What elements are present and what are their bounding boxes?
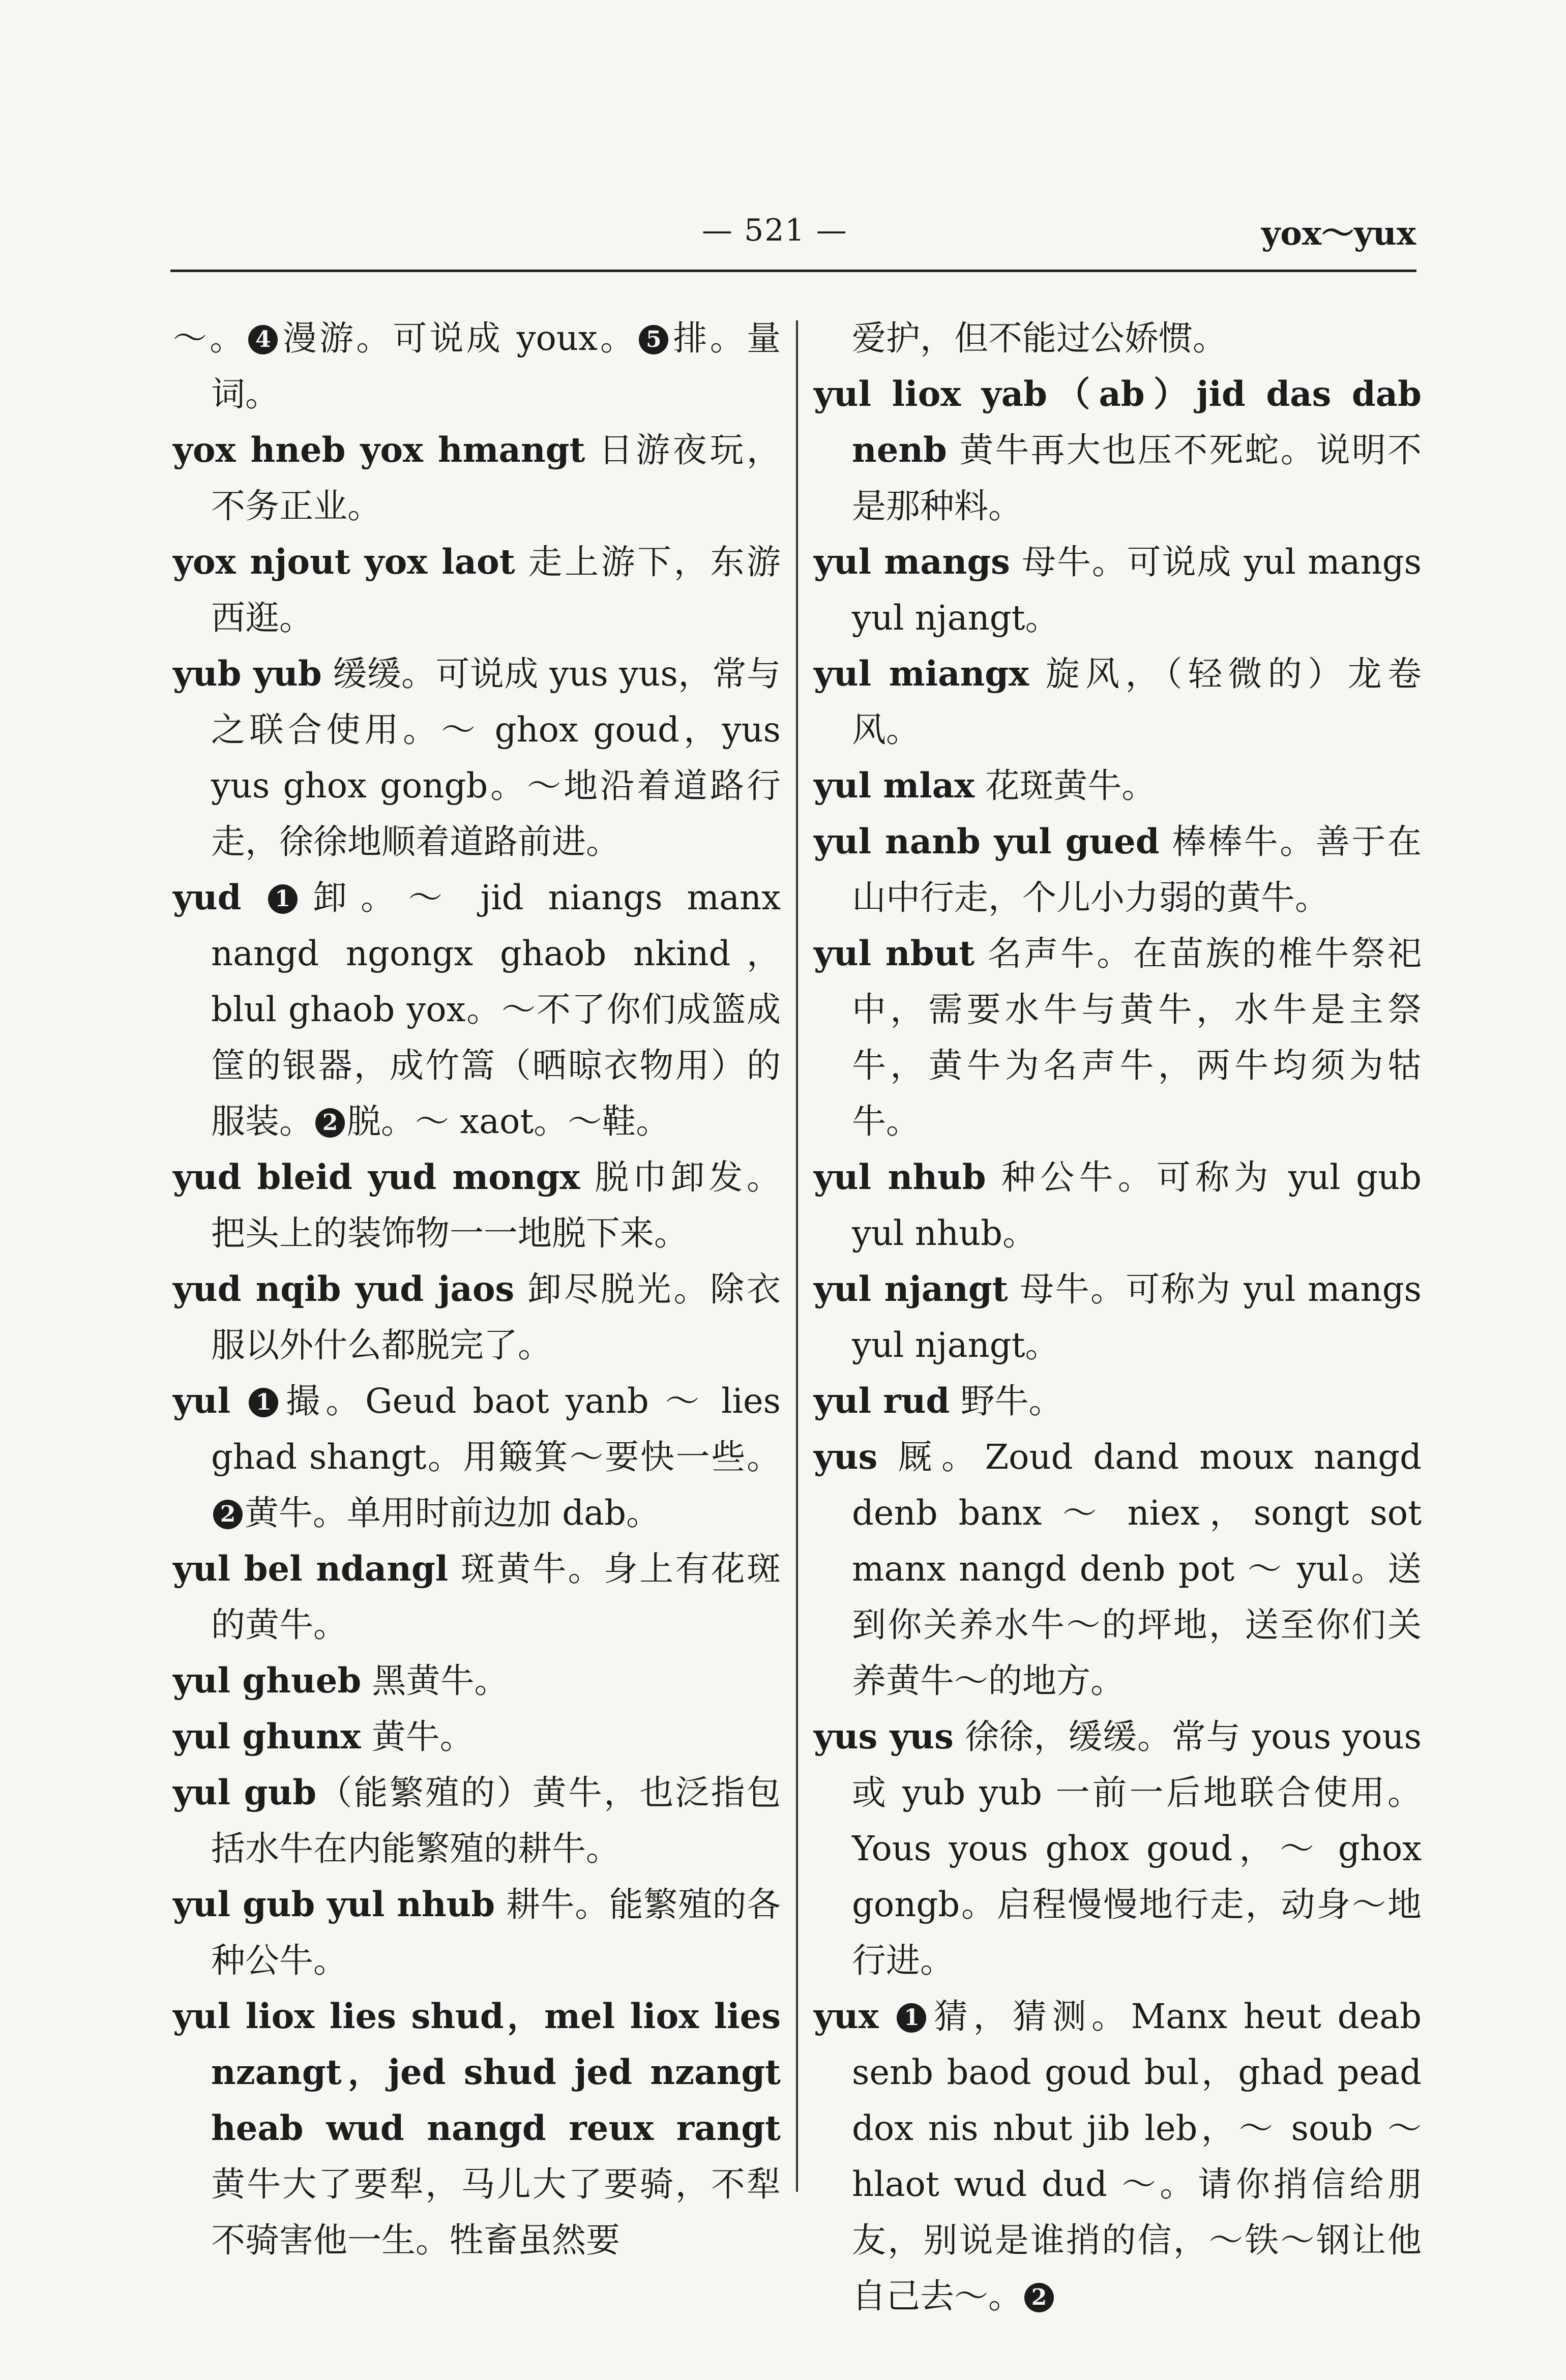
headword: yul gub yul nhub xyxy=(173,1884,495,1924)
dictionary-entry xyxy=(173,534,781,646)
definition: （能繁殖的）黄牛，也泛指包括水牛在内能繁殖的耕牛。 xyxy=(211,1773,781,1868)
dictionary-entry xyxy=(173,870,781,1149)
headword: yul ghunx xyxy=(173,1716,361,1757)
sense-number-marker: 5 xyxy=(639,325,668,354)
definition: 卸尽脱光。除衣服以外什么都脱完了。 xyxy=(211,1269,781,1365)
headword: yub yub xyxy=(173,653,322,694)
dictionary-entry xyxy=(173,1988,781,2268)
headword: yox hneb yox hmangt xyxy=(173,430,585,470)
dictionary-entry xyxy=(173,422,781,534)
headword: yul rud xyxy=(814,1381,950,1421)
definition: 漫游。可说成 youx。 xyxy=(280,318,637,358)
headword: yud nqib yud jaos xyxy=(173,1269,515,1309)
definition: 野牛。 xyxy=(950,1381,1063,1421)
definition: 名声牛。在苗族的椎牛祭祀中，需要水牛与黄牛，水牛是主祭牛，黄牛为名声牛，两牛均须为牯牛。 xyxy=(852,934,1422,1141)
definition: 旋风，（轻微的）龙卷风。 xyxy=(852,654,1422,750)
definition: 黄牛大了要犁，马儿大了要骑，不犁不骑害他一生。牲畜虽然要 xyxy=(211,2164,781,2260)
definition: 母牛。可称为 yul mangs yul njangt。 xyxy=(852,1269,1422,1365)
definition: 爱护，但不能过公娇惯。 xyxy=(852,318,1227,358)
dictionary-entry xyxy=(814,1261,1422,1373)
dictionary-entry xyxy=(814,366,1422,534)
dictionary-entry xyxy=(814,1149,1422,1261)
headword: yus xyxy=(814,1437,878,1477)
definition: 黄牛。单用时前边加 dab。 xyxy=(245,1493,661,1533)
headword: yul xyxy=(173,1381,231,1421)
dictionary-entry xyxy=(814,1429,1422,1709)
definition: 斑黄牛。身上有花斑的黄牛。 xyxy=(211,1549,781,1645)
header-rule xyxy=(170,270,1416,272)
definition: 猜，猜测。Manx heut deab senb baod goud bul，ghad pead dox nis nbut jib leb，～ soub ～ hlaot wud dud ～。请你捎信给朋友，别说是谁捎的信，～铁～钢让他自己去～。 xyxy=(852,1997,1422,2316)
definition: 黄牛再大也压不死蛇。说明不是那种料。 xyxy=(852,430,1422,526)
dictionary-entry-continued xyxy=(814,310,1422,366)
sense-number-marker: 1 xyxy=(268,884,298,914)
dictionary-entry xyxy=(173,310,781,422)
definition: 黄牛。 xyxy=(361,1717,474,1757)
headword: yul mangs xyxy=(814,542,1010,582)
sense-number-marker: 2 xyxy=(315,1108,345,1138)
headword: yul miangx xyxy=(814,653,1029,694)
dictionary-entry xyxy=(814,534,1422,646)
sense-number-marker: 2 xyxy=(1024,2283,1054,2312)
headword: yux xyxy=(814,1996,879,2036)
column-divider xyxy=(796,320,798,2192)
definition: 棒棒牛。善于在山中行走，个儿小力弱的黄牛。 xyxy=(852,822,1422,917)
headword: yud xyxy=(173,877,242,917)
sense-number-marker: 1 xyxy=(897,2003,926,2033)
page-number: — 521 — xyxy=(702,213,848,248)
dictionary-entry xyxy=(173,1653,781,1709)
dictionary-entry xyxy=(814,646,1422,758)
headword: yul bel ndangl xyxy=(173,1549,449,1589)
dictionary-entry xyxy=(814,926,1422,1149)
headword: yul ghueb xyxy=(173,1660,362,1701)
sense-number-marker: 2 xyxy=(213,1500,243,1529)
right-column xyxy=(814,310,1422,2324)
dictionary-entry xyxy=(814,1709,1422,1988)
dictionary-entry xyxy=(173,1877,781,1988)
definition: 排。量词。 xyxy=(211,318,781,414)
definition: 撮。Geud baot yanb ～ lies ghad shangt。用簸箕～要快一些。 xyxy=(211,1381,781,1477)
dictionary-entry xyxy=(173,646,781,870)
headword: yus yus xyxy=(814,1716,954,1757)
definition: 走上游下，东游西逛。 xyxy=(211,542,781,638)
definition: 脱。～ xaot。～鞋。 xyxy=(347,1102,670,1141)
dictionary-entry xyxy=(173,1709,781,1765)
running-head: yox～yux xyxy=(1261,215,1416,253)
sense-number-marker: 1 xyxy=(249,1388,278,1417)
definition: 日游夜玩，不务正业。 xyxy=(211,430,781,526)
headword: yud bleid yud mongx xyxy=(173,1157,580,1197)
dictionary-entry xyxy=(173,1261,781,1373)
headword: yul mlax xyxy=(814,765,975,806)
headword: yul liox lies shud，mel liox lies nzangt，jed shud jed nzangt heab wud nangd reux rangt xyxy=(173,1996,781,2148)
dictionary-entry xyxy=(814,814,1422,926)
headword: yox njout yox laot xyxy=(173,542,515,582)
headword: yul njangt xyxy=(814,1269,1008,1309)
dictionary-entry xyxy=(173,1373,781,1541)
definition: 徐徐，缓缓。常与 yous yous 或 yub yub 一前一后地联合使用。Yous yous ghox goud，～ ghox gongb。启程慢慢地行走，动身～地行进。 xyxy=(852,1717,1422,1980)
headword: yul nbut xyxy=(814,933,975,973)
left-column xyxy=(173,310,781,2268)
headword: yul nanb yul gued xyxy=(814,821,1160,861)
dictionary-entry xyxy=(173,1149,781,1261)
headword: yul nhub xyxy=(814,1157,986,1197)
sense-number-marker: 4 xyxy=(248,325,278,354)
definition: 种公牛。可称为 yul gub yul nhub。 xyxy=(852,1157,1422,1253)
definition: 母牛。可说成 yul mangs yul njangt。 xyxy=(852,542,1422,638)
dictionary-entry xyxy=(814,758,1422,814)
definition: ～。 xyxy=(173,318,247,358)
headword: yul liox yab（ab）jid das dab nenb xyxy=(814,374,1422,470)
definition: 耕牛。能繁殖的各种公牛。 xyxy=(211,1885,781,1980)
headword: yul gub xyxy=(173,1772,317,1812)
definition: 脱巾卸发。把头上的装饰物一一地脱下来。 xyxy=(211,1157,781,1253)
definition: 黑黄牛。 xyxy=(361,1661,509,1701)
dictionary-entry xyxy=(814,1988,1422,2324)
definition: 花斑黄牛。 xyxy=(974,766,1156,806)
definition: 厩。Zoud dand moux nangd denb banx ～ niex，songt sot manx nangd denb pot ～ yul。送到你关养水牛～的坪地，送至你们关养黄牛～的地方。 xyxy=(852,1437,1422,1701)
definition: 卸。～ jid niangs manx nangd ngongx ghaob nkind，blul ghaob yox。～不了你们成篮成筐的银器，成竹篙（晒晾衣物用）的服装。 xyxy=(211,878,781,1141)
dictionary-entry xyxy=(814,1373,1422,1429)
dictionary-entry xyxy=(173,1541,781,1653)
dictionary-entry xyxy=(173,1765,781,1877)
definition: 缓缓。可说成 yus yus，常与之联合使用。～ ghox goud，yus yus ghox gongb。～地沿着道路行走，徐徐地顺着道路前进。 xyxy=(211,654,781,861)
